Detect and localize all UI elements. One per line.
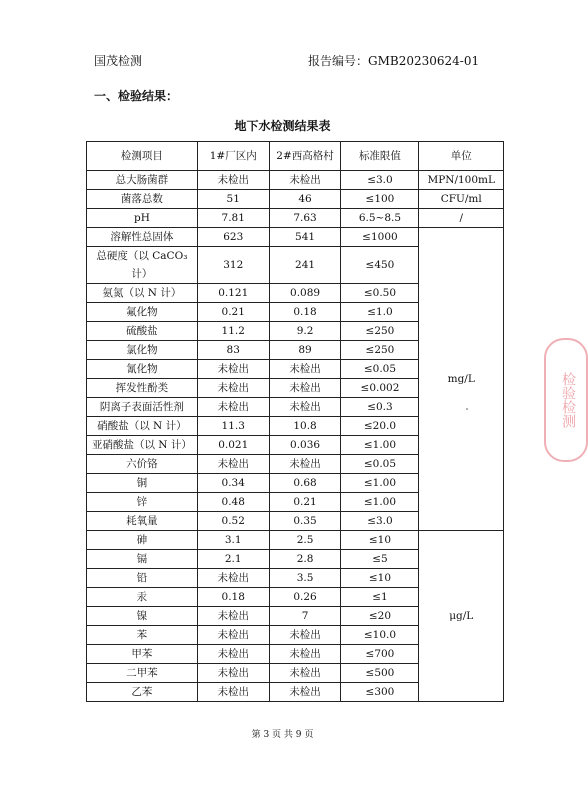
cell-limit: ≤100 [341,190,419,209]
cell-item: 氰化物 [87,360,198,379]
cell-limit: ≤250 [341,322,419,341]
table-row [87,171,504,190]
cell-limit: ≤10.0 [341,626,419,645]
col-header-item: 检测项目 [87,142,198,171]
cell-site1-value: 未检出 [197,683,269,702]
cell-site2-value: 46 [269,190,341,209]
cell-site2-value: 未检出 [269,398,341,417]
cell-limit: ≤20.0 [341,417,419,436]
cell-site2-value: 541 [269,228,341,247]
cell-site1-value: 312 [197,247,269,284]
cell-item: 总硬度（以 CaCO₃ 计） [87,247,198,284]
cell-item: 汞 [87,588,198,607]
cell-limit: ≤0.3 [341,398,419,417]
cell-item: 氨氮（以 N 计） [87,284,198,303]
table-body [87,171,504,702]
cell-site2-value: 0.26 [269,588,341,607]
cell-item: 苯 [87,626,198,645]
cell-unit: / [419,209,504,228]
cell-site1-value: 未检出 [197,398,269,417]
cell-site2-value: 3.5 [269,569,341,588]
table-header-row [87,142,504,171]
cell-site1-value: 0.021 [197,436,269,455]
cell-limit: ≤1 [341,588,419,607]
cell-site2-value: 0.21 [269,493,341,512]
cell-item: 总大肠菌群 [87,171,198,190]
cell-site1-value: 未检出 [197,360,269,379]
cell-limit: ≤1.00 [341,493,419,512]
cell-site2-value: 2.8 [269,550,341,569]
cell-site2-value: 未检出 [269,455,341,474]
cell-limit: ≤10 [341,569,419,588]
cell-item: 溶解性总固体 [87,228,198,247]
cell-site1-value: 0.34 [197,474,269,493]
col-header-unit: 单位 [419,142,504,171]
cell-limit: ≤300 [341,683,419,702]
cell-limit: ≤10 [341,531,419,550]
cell-site1-value: 11.3 [197,417,269,436]
cell-site1-value: 11.2 [197,322,269,341]
cell-limit: ≤500 [341,664,419,683]
section-title: 一、检验结果： [94,89,179,103]
cell-limit: ≤1.00 [341,436,419,455]
results-table [86,141,504,702]
cell-item: 菌落总数 [87,190,198,209]
cell-site2-value: 7.63 [269,209,341,228]
company-name: 国茂检测 [94,54,143,68]
cell-site2-value: 未检出 [269,664,341,683]
cell-site2-value: 未检出 [269,645,341,664]
cell-limit: ≤3.0 [341,512,419,531]
cell-site2-value: 0.036 [269,436,341,455]
cell-unit: MPN/100mL [419,171,504,190]
cell-item: 挥发性酚类 [87,379,198,398]
cell-site2-value: 7 [269,607,341,626]
cell-site2-value: 241 [269,247,341,284]
cell-site1-value: 623 [197,228,269,247]
cell-limit: ≤250 [341,341,419,360]
cell-site2-value: 未检出 [269,171,341,190]
cell-site1-value: 7.81 [197,209,269,228]
cell-site2-value: 未检出 [269,626,341,645]
cell-limit: ≤20 [341,607,419,626]
cell-limit: 6.5~8.5 [341,209,419,228]
cell-site1-value: 未检出 [197,455,269,474]
cell-item: 砷 [87,531,198,550]
cell-limit: ≤1.0 [341,303,419,322]
cell-site2-value: 10.8 [269,417,341,436]
cell-limit: ≤0.05 [341,360,419,379]
red-seal-stamp [544,338,588,462]
cell-site1-value: 未检出 [197,645,269,664]
cell-site1-value: 未检出 [197,664,269,683]
cell-site2-value: 0.68 [269,474,341,493]
cell-site2-value: 9.2 [269,322,341,341]
col-header-site1: 1#厂区内 [197,142,269,171]
cell-site1-value: 未检出 [197,379,269,398]
cell-item: 甲苯 [87,645,198,664]
cell-limit: ≤0.50 [341,284,419,303]
cell-site2-value: 2.5 [269,531,341,550]
cell-site2-value: 未检出 [269,360,341,379]
col-header-limit: 标准限值 [341,142,419,171]
cell-item: 镍 [87,607,198,626]
cell-site1-value: 0.48 [197,493,269,512]
cell-site2-value: 89 [269,341,341,360]
cell-unit: CFU/ml [419,190,504,209]
cell-item: 铜 [87,474,198,493]
table-row [87,209,504,228]
cell-item: 硫酸盐 [87,322,198,341]
cell-limit: ≤1.00 [341,474,419,493]
cell-site1-value: 0.52 [197,512,269,531]
cell-limit: ≤700 [341,645,419,664]
cell-site1-value: 未检出 [197,607,269,626]
cell-site2-value: 未检出 [269,683,341,702]
cell-site1-value: 2.1 [197,550,269,569]
cell-limit: ≤0.002 [341,379,419,398]
cell-unit: μg/L [419,531,504,702]
report-number: 报告编号：GMB20230624-01 [308,54,480,68]
cell-item: 二甲苯 [87,664,198,683]
cell-site1-value: 0.121 [197,284,269,303]
cell-item: 锌 [87,493,198,512]
cell-limit: ≤1000 [341,228,419,247]
cell-site1-value: 3.1 [197,531,269,550]
table-row [87,190,504,209]
cell-limit: ≤5 [341,550,419,569]
cell-site2-value: 0.18 [269,303,341,322]
col-header-site2: 2#西高格村 [269,142,341,171]
table-row [87,531,504,550]
cell-item: 亚硝酸盐（以 N 计） [87,436,198,455]
cell-site1-value: 0.18 [197,588,269,607]
cell-limit: ≤3.0 [341,171,419,190]
cell-item: 乙苯 [87,683,198,702]
cell-site1-value: 0.21 [197,303,269,322]
cell-site1-value: 未检出 [197,569,269,588]
cell-site2-value: 未检出 [269,379,341,398]
cell-site2-value: 0.35 [269,512,341,531]
cell-item: 阴离子表面活性剂 [87,398,198,417]
table-title: 地下水检测结果表 [234,119,331,133]
cell-unit: mg/L [419,228,504,531]
cell-item: 耗氧量 [87,512,198,531]
cell-item: 镉 [87,550,198,569]
cell-item: 硝酸盐（以 N 计） [87,417,198,436]
cell-site1-value: 未检出 [197,626,269,645]
cell-item: 氟化物 [87,303,198,322]
cell-item: pH [87,209,198,228]
cell-limit: ≤0.05 [341,455,419,474]
table-row [87,228,504,247]
cell-item: 铅 [87,569,198,588]
cell-site1-value: 51 [197,190,269,209]
cell-item: 六价铬 [87,455,198,474]
cell-site2-value: 0.089 [269,284,341,303]
stamp-text: 检验检测 [560,372,576,428]
cell-limit: ≤450 [341,247,419,284]
scan-speck [466,408,468,410]
cell-site1-value: 83 [197,341,269,360]
cell-item: 氯化物 [87,341,198,360]
cell-site1-value: 未检出 [197,171,269,190]
page-footer: 第 3 页 共 9 页 [251,730,314,740]
